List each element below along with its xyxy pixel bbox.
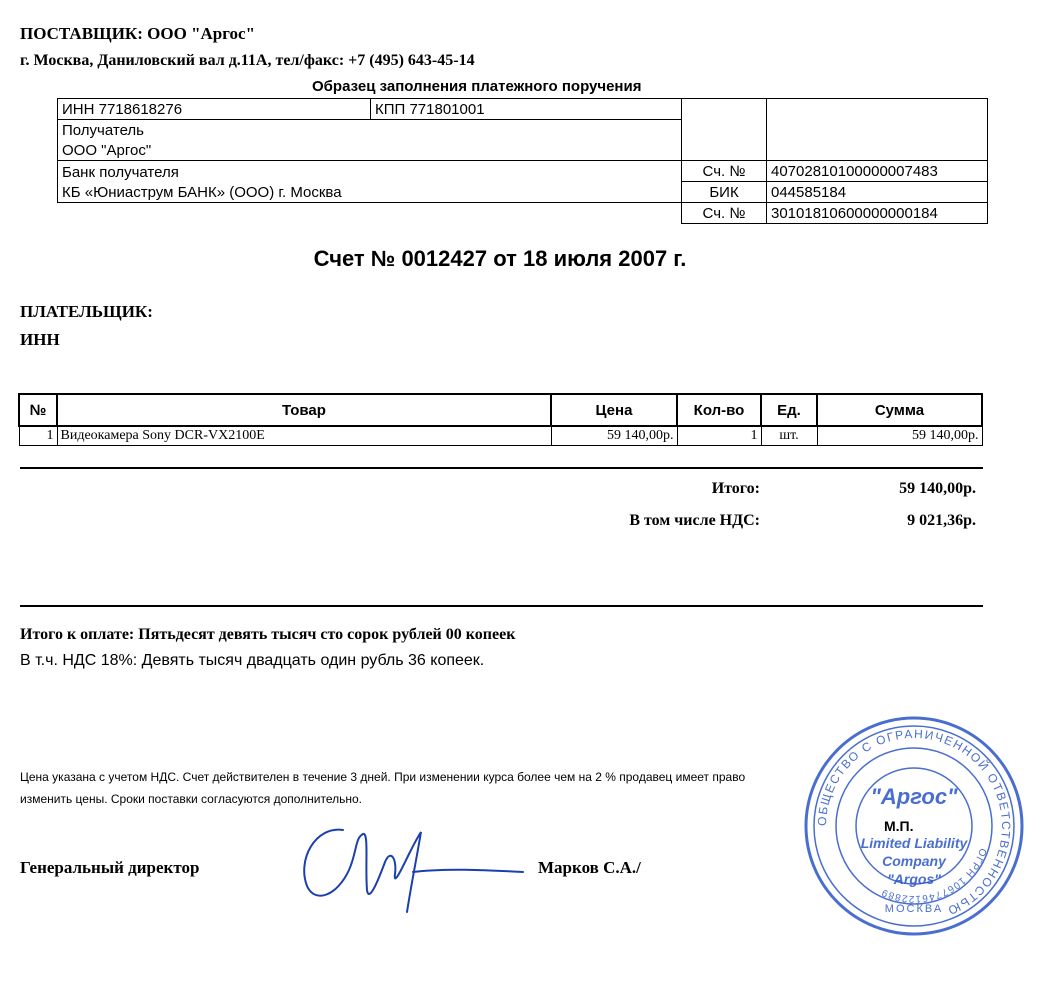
bank-label: Банк получателя bbox=[58, 161, 682, 182]
supplier-address: г. Москва, Даниловский вал д.11А, тел/факс: +7 (495) 643-45-14 bbox=[20, 52, 475, 69]
bik-value: 044585184 bbox=[767, 182, 988, 203]
payer-label: ПЛАТЕЛЬЩИК: bbox=[20, 302, 153, 321]
divider-top bbox=[20, 467, 983, 469]
bik-label: БИК bbox=[682, 182, 767, 203]
vat-value: 9 021,36р. bbox=[907, 512, 976, 529]
stamp-name: "Аргос" bbox=[870, 784, 958, 809]
row-product: Видеокамера Sony DCR-VX2100E bbox=[57, 426, 551, 446]
recipient-label: Получатель bbox=[58, 120, 682, 141]
table-row bbox=[19, 426, 982, 446]
supplier-line: ПОСТАВЩИК: ООО "Аргос" bbox=[20, 24, 256, 43]
row-price: 59 140,00р. bbox=[551, 426, 677, 446]
col-sum: Сумма bbox=[817, 394, 982, 426]
empty-label-cell bbox=[682, 99, 767, 161]
recipient-name: ООО "Аргос" bbox=[58, 140, 682, 161]
svg-text:ОБЩЕСТВО С ОГРАНИЧЕННОЙ ОТВЕТС bbox=[815, 727, 1013, 918]
account-label: Сч. № bbox=[682, 161, 767, 182]
goods-table bbox=[18, 393, 983, 446]
director-title: Генеральный директор bbox=[20, 858, 200, 877]
stamp-ogrn-text: ОГРН 1067746122889 bbox=[879, 846, 989, 905]
col-num: № bbox=[19, 394, 57, 426]
stamp-mark: М.П. bbox=[884, 818, 914, 834]
col-unit: Ед. bbox=[761, 394, 817, 426]
empty-value-cell bbox=[767, 99, 988, 161]
inn-cell: ИНН 7718618276 bbox=[58, 99, 371, 120]
total-due-text: Итого к оплате: Пятьдесят девять тысяч сто сорок рублей 00 копеек bbox=[20, 626, 516, 643]
row-unit: шт. bbox=[761, 426, 817, 446]
stamp-line-1: Limited Liability bbox=[860, 835, 968, 851]
invoice-title: Счет № 0012427 от 18 июля 2007 г. bbox=[313, 246, 687, 271]
stamp-outer-ring-text: ОБЩЕСТВО С ОГРАНИЧЕННОЙ ОТВЕТСТВЕННОСТЬЮ bbox=[814, 726, 1014, 919]
vat-due-text: В т.ч. НДС 18%: Девять тысяч двадцать один рубль 36 копеек. bbox=[20, 652, 485, 669]
total-value: 59 140,00р. bbox=[899, 480, 976, 497]
bank-name: КБ «Юниаструм БАНК» (ООО) г. Москва bbox=[58, 182, 682, 203]
row-num: 1 bbox=[19, 426, 57, 446]
row-sum: 59 140,00р. bbox=[817, 426, 982, 446]
stamp-city: МОСКВА bbox=[884, 903, 944, 915]
account-number: 40702810100000007483 bbox=[767, 161, 988, 182]
payment-sample-title: Образец заполнения платежного поручения bbox=[312, 78, 642, 95]
notice-line-2: изменить цены. Сроки поставки согласуются дополнительно. bbox=[20, 792, 363, 806]
bank-spacer bbox=[58, 203, 682, 224]
vat-label: В том числе НДС: bbox=[629, 512, 760, 529]
bank-details-table bbox=[57, 98, 988, 224]
col-price: Цена bbox=[551, 394, 677, 426]
stamp-line-2: Company bbox=[882, 853, 946, 869]
divider-bottom bbox=[20, 605, 983, 607]
corr-account-label: Сч. № bbox=[682, 203, 767, 224]
col-qty: Кол-во bbox=[677, 394, 761, 426]
notice-line-1: Цена указана с учетом НДС. Счет действителен в течение 3 дней. При изменении курса более чем на 2 % продавец имеет право bbox=[20, 770, 746, 784]
signature-scribble bbox=[285, 808, 525, 918]
row-qty: 1 bbox=[677, 426, 761, 446]
total-label: Итого: bbox=[711, 480, 760, 497]
corr-account-number: 30101810600000000184 bbox=[767, 203, 988, 224]
col-product: Товар bbox=[57, 394, 551, 426]
payer-inn-label: ИНН bbox=[20, 330, 60, 349]
kpp-cell: КПП 771801001 bbox=[371, 99, 682, 120]
stamp-line-3: "Argos" bbox=[887, 871, 941, 887]
company-stamp bbox=[800, 712, 1028, 940]
director-name: Марков С.А./ bbox=[538, 858, 641, 877]
